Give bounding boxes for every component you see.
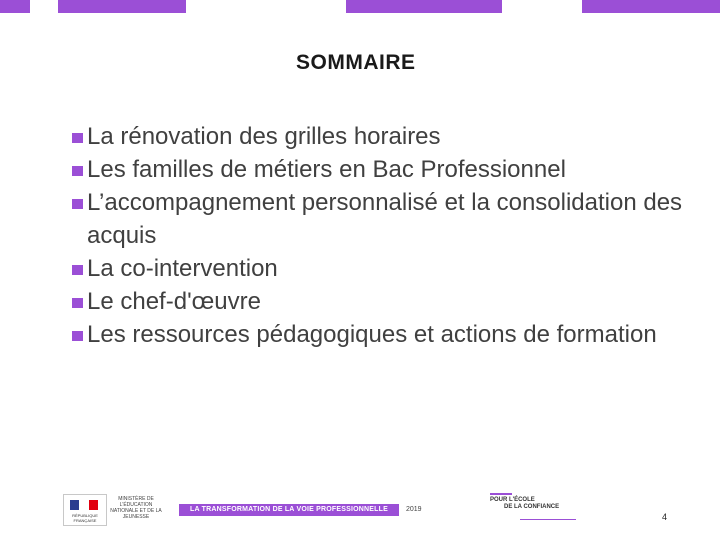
top-accent-bar-2 <box>58 0 186 13</box>
agenda-item <box>72 285 692 318</box>
square-bullet-icon <box>72 133 83 143</box>
top-accent-bar-4 <box>582 0 720 13</box>
slide-footer <box>0 492 720 532</box>
agenda-item <box>72 252 692 285</box>
agenda-list <box>72 120 692 351</box>
slide-title: SOMMAIRE <box>296 51 416 74</box>
square-bullet-icon <box>72 199 83 209</box>
square-bullet-icon <box>72 166 83 176</box>
agenda-item <box>72 153 692 186</box>
agenda-item-text: La rénovation des grilles horaires <box>87 123 441 150</box>
ecole-confiance-logo <box>490 497 559 511</box>
top-accent-bar-3 <box>346 0 502 13</box>
agenda-item <box>72 120 692 153</box>
flag-icon <box>70 500 98 510</box>
agenda-item-text: Le chef-d'œuvre <box>87 288 261 315</box>
square-bullet-icon <box>72 265 83 275</box>
year-label: 2019 <box>406 506 422 513</box>
agenda-item-text: La co-intervention <box>87 255 278 282</box>
logo-text: RÉPUBLIQUE FRANÇAISE <box>72 513 98 523</box>
top-accent-bar-1 <box>0 0 30 13</box>
agenda-item <box>72 186 692 252</box>
agenda-item-text: Les ressources pédagogiques et actions de formation <box>87 321 657 348</box>
agenda-item-text: L’accompagnement personnalisé et la consolidation des acquis <box>87 189 683 249</box>
agenda-item <box>72 318 692 351</box>
square-bullet-icon <box>72 331 83 341</box>
program-banner: LA TRANSFORMATION DE LA VOIE PROFESSIONNELLE <box>179 504 399 516</box>
republique-francaise-logo <box>63 494 107 526</box>
agenda-item-text: Les familles de métiers en Bac Professionnel <box>87 156 566 183</box>
ecole-logo-bar <box>490 493 512 495</box>
ministry-name: MINISTÈRE DE L'ÉDUCATION NATIONALE ET DE LA JEUNESSE <box>110 496 162 520</box>
square-bullet-icon <box>72 298 83 308</box>
ecole-line-2: DE LA CONFIANCE <box>504 504 560 510</box>
page-number: 4 <box>662 512 668 522</box>
ecole-logo-underline <box>520 519 576 520</box>
ecole-line-1: POUR L'ÉCOLE <box>490 497 535 503</box>
